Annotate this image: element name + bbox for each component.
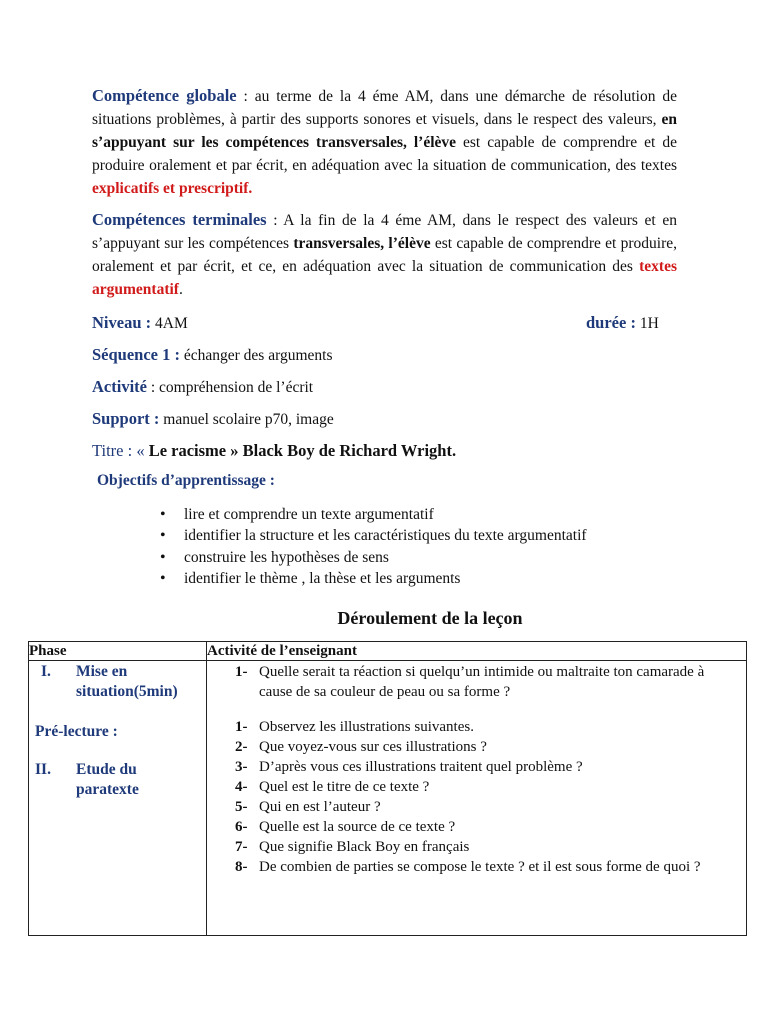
duree-label: durée : xyxy=(586,313,636,332)
niveau-value: 4AM xyxy=(151,315,188,332)
competence-globale-paragraph xyxy=(92,84,677,200)
support-value: manuel scolaire p70, image xyxy=(159,411,334,428)
question-number: 1- xyxy=(235,664,248,680)
question-number: 7- xyxy=(235,839,248,855)
situation-questions xyxy=(235,662,740,702)
phase1-number: I. xyxy=(41,663,51,680)
question-number: 6- xyxy=(235,819,248,835)
question-number: 2- xyxy=(235,739,248,755)
phase1-label-a: Mise en xyxy=(76,663,128,680)
competence-globale-highlight: explicatifs et prescriptif. xyxy=(92,180,253,197)
list-item xyxy=(235,797,740,817)
column-header-activity: Activité de l’enseignant xyxy=(207,642,747,661)
list-item: • construire les hypothèses de sens xyxy=(160,547,587,568)
question-text: Quelle est la source de ce texte ? xyxy=(259,819,456,835)
column-header-phase: Phase xyxy=(29,642,207,661)
sequence-label: Séquence 1 : xyxy=(92,345,180,364)
competences-terminales-text-2: est capable de comprendre et produire, oralement et par écrit, et ce, en adéquation avec la situation de communication des xyxy=(92,235,677,275)
phase1-label-b: situation(5min) xyxy=(76,683,178,700)
question-text: Quel est le titre de ce texte ? xyxy=(259,779,430,795)
question-text: Que voyez-vous sur ces illustrations ? xyxy=(259,739,487,755)
question-number: 8- xyxy=(235,859,248,875)
list-item xyxy=(235,662,740,702)
list-item: • lire et comprendre un texte argumentatif xyxy=(160,504,587,525)
activite-line xyxy=(92,376,313,399)
sequence-line xyxy=(92,344,333,367)
competences-terminales-paragraph xyxy=(92,208,677,301)
list-item xyxy=(235,757,740,777)
list-item xyxy=(235,717,740,737)
question-number: 5- xyxy=(235,799,248,815)
paratexte-questions xyxy=(235,717,740,877)
question-number: 4- xyxy=(235,779,248,795)
list-item xyxy=(235,737,740,757)
objectifs-title: Objectifs d’apprentissage : xyxy=(97,472,275,489)
competences-terminales-highlight: textes argumentatif xyxy=(92,258,677,298)
question-text: Que signifie Black Boy en français xyxy=(259,839,470,855)
titre-line xyxy=(92,440,456,463)
competence-globale-bold: en s’appuyant sur les compétences transversales, l’élève xyxy=(92,111,677,151)
question-text: De combien de parties se compose le texte ? et il est sous forme de quoi ? xyxy=(259,859,701,875)
lesson-table xyxy=(28,641,747,936)
support-line xyxy=(92,408,334,431)
niveau-line xyxy=(92,312,188,335)
lesson-title: Déroulement de la leçon xyxy=(337,608,523,628)
sequence-value: échanger des arguments xyxy=(180,347,333,364)
list-item: • identifier la structure et les caractéristiques du texte argumentatif xyxy=(160,525,587,546)
niveau-label: Niveau : xyxy=(92,313,152,332)
question-number: 3- xyxy=(235,759,248,775)
competences-terminales-bold: transversales, l’élève xyxy=(293,235,431,252)
list-item: • identifier le thème , la thèse et les arguments xyxy=(160,568,587,589)
list-item xyxy=(235,777,740,797)
activite-label: Activité xyxy=(92,377,147,396)
activity-cell xyxy=(207,661,747,936)
objectifs-list xyxy=(160,504,587,589)
question-text: Quelle serait ta réaction si quelqu’un intimide ou maltraite ton camarade à cause de sa couleur de peau ou sa forme ? xyxy=(259,664,705,700)
table-row xyxy=(29,661,747,936)
question-text: Observez les illustrations suivantes. xyxy=(259,719,474,735)
phase2-number: II. xyxy=(35,761,51,778)
question-text: Qui en est l’auteur ? xyxy=(259,799,381,815)
question-number: 1- xyxy=(235,719,248,735)
competences-terminales-label: Compétences terminales xyxy=(92,210,267,229)
competence-globale-label: Compétence globale xyxy=(92,86,237,105)
list-item xyxy=(235,817,740,837)
duree-value: 1H xyxy=(635,315,659,332)
competence-globale-text-2: est capable de comprendre et de produire oralement et par écrit, en adéquation avec la situation de communication, des textes xyxy=(92,134,677,174)
competences-terminales-text-1: : A la fin de la 4 éme AM, dans le respect des valeurs et en s’appuyant sur les compétences xyxy=(92,212,678,252)
phase2-label-b: paratexte xyxy=(76,781,139,798)
support-label: Support : xyxy=(92,409,160,428)
duree-line xyxy=(586,312,659,335)
list-item xyxy=(235,857,740,877)
titre-value: Le racisme » Black Boy de Richard Wright. xyxy=(144,441,457,460)
titre-label: Titre : « xyxy=(92,441,145,460)
competence-globale-text-1: : au terme de la 4 éme AM, dans une démarche de résolution de situations problèmes, à partir des supports sonores et visuels, dans le respect des valeurs, xyxy=(92,88,677,128)
activite-value: : compréhension de l’écrit xyxy=(146,379,314,396)
table-header-row xyxy=(29,642,747,661)
competences-terminales-end: . xyxy=(178,281,183,298)
phase-cell xyxy=(29,661,207,936)
prelecture-label: Pré-lecture : xyxy=(35,723,118,740)
question-text: D’après vous ces illustrations traitent quel problème ? xyxy=(259,759,583,775)
list-item xyxy=(235,837,740,857)
phase2-label-a: Etude du xyxy=(76,761,137,778)
